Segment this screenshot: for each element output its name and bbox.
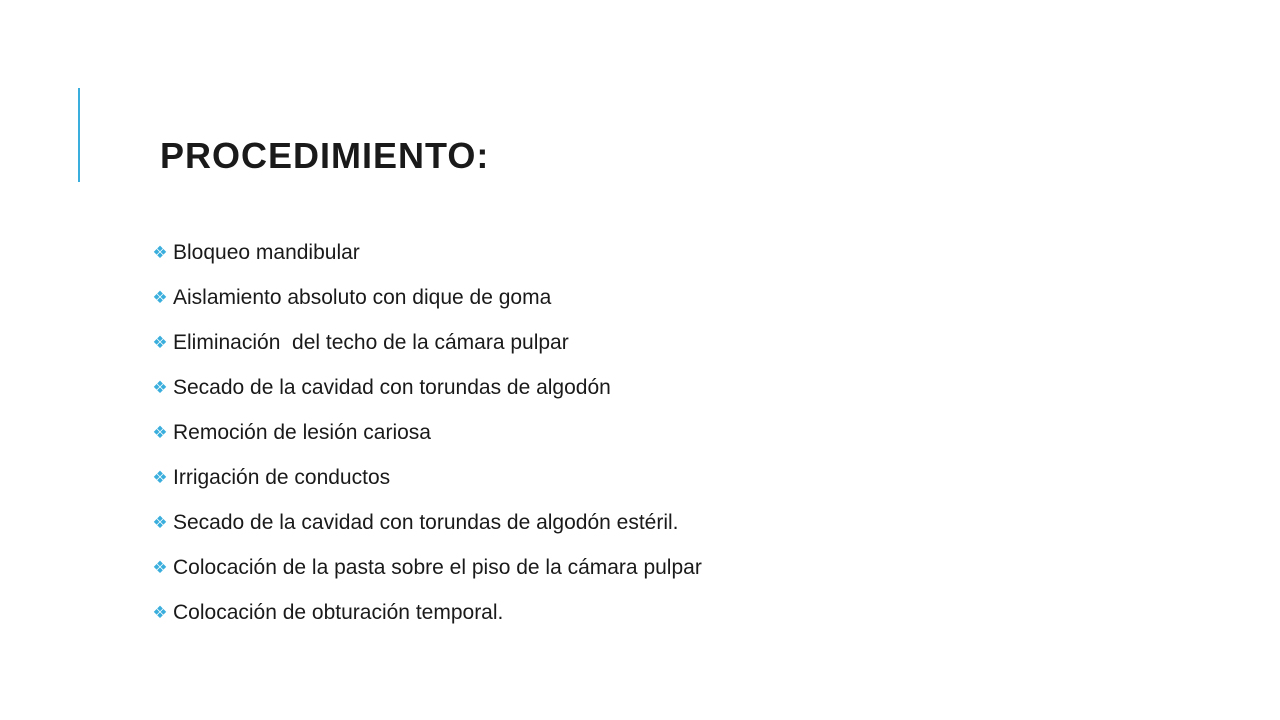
list-item-text: Remoción de lesión cariosa (173, 421, 431, 444)
list-item (148, 320, 702, 365)
diamond-bullet-icon: ❖ (152, 423, 168, 442)
diamond-bullet-icon: ❖ (152, 558, 168, 577)
list-item-text: Colocación de obturación temporal. (173, 601, 504, 624)
list-item-text: Bloqueo mandibular (173, 241, 360, 264)
list-item (148, 455, 702, 500)
diamond-bullet-icon: ❖ (152, 243, 168, 262)
list-item-text: Aislamiento absoluto con dique de goma (173, 286, 552, 309)
list-item (148, 365, 702, 410)
diamond-bullet-icon: ❖ (152, 513, 168, 532)
diamond-bullet-icon: ❖ (152, 603, 168, 622)
list-item (148, 410, 702, 455)
bullet-list (148, 230, 702, 635)
diamond-bullet-icon: ❖ (152, 288, 168, 307)
list-item (148, 275, 702, 320)
diamond-bullet-icon: ❖ (152, 468, 168, 487)
list-item (148, 545, 702, 590)
list-item (148, 500, 702, 545)
accent-bar (78, 88, 80, 182)
list-item-text: Colocación de la pasta sobre el piso de la cámara pulpar (173, 556, 702, 579)
list-item-text: Irrigación de conductos (173, 466, 391, 489)
diamond-bullet-icon: ❖ (152, 333, 168, 352)
list-item-text: Secado de la cavidad con torundas de algodón estéril. (173, 511, 679, 534)
list-item (148, 590, 702, 635)
list-item-text: Eliminación del techo de la cámara pulpar (173, 331, 569, 354)
slide-title: PROCEDIMIENTO: (160, 135, 490, 176)
diamond-bullet-icon: ❖ (152, 378, 168, 397)
list-item (148, 230, 702, 275)
list-item-text: Secado de la cavidad con torundas de algodón (173, 376, 611, 399)
